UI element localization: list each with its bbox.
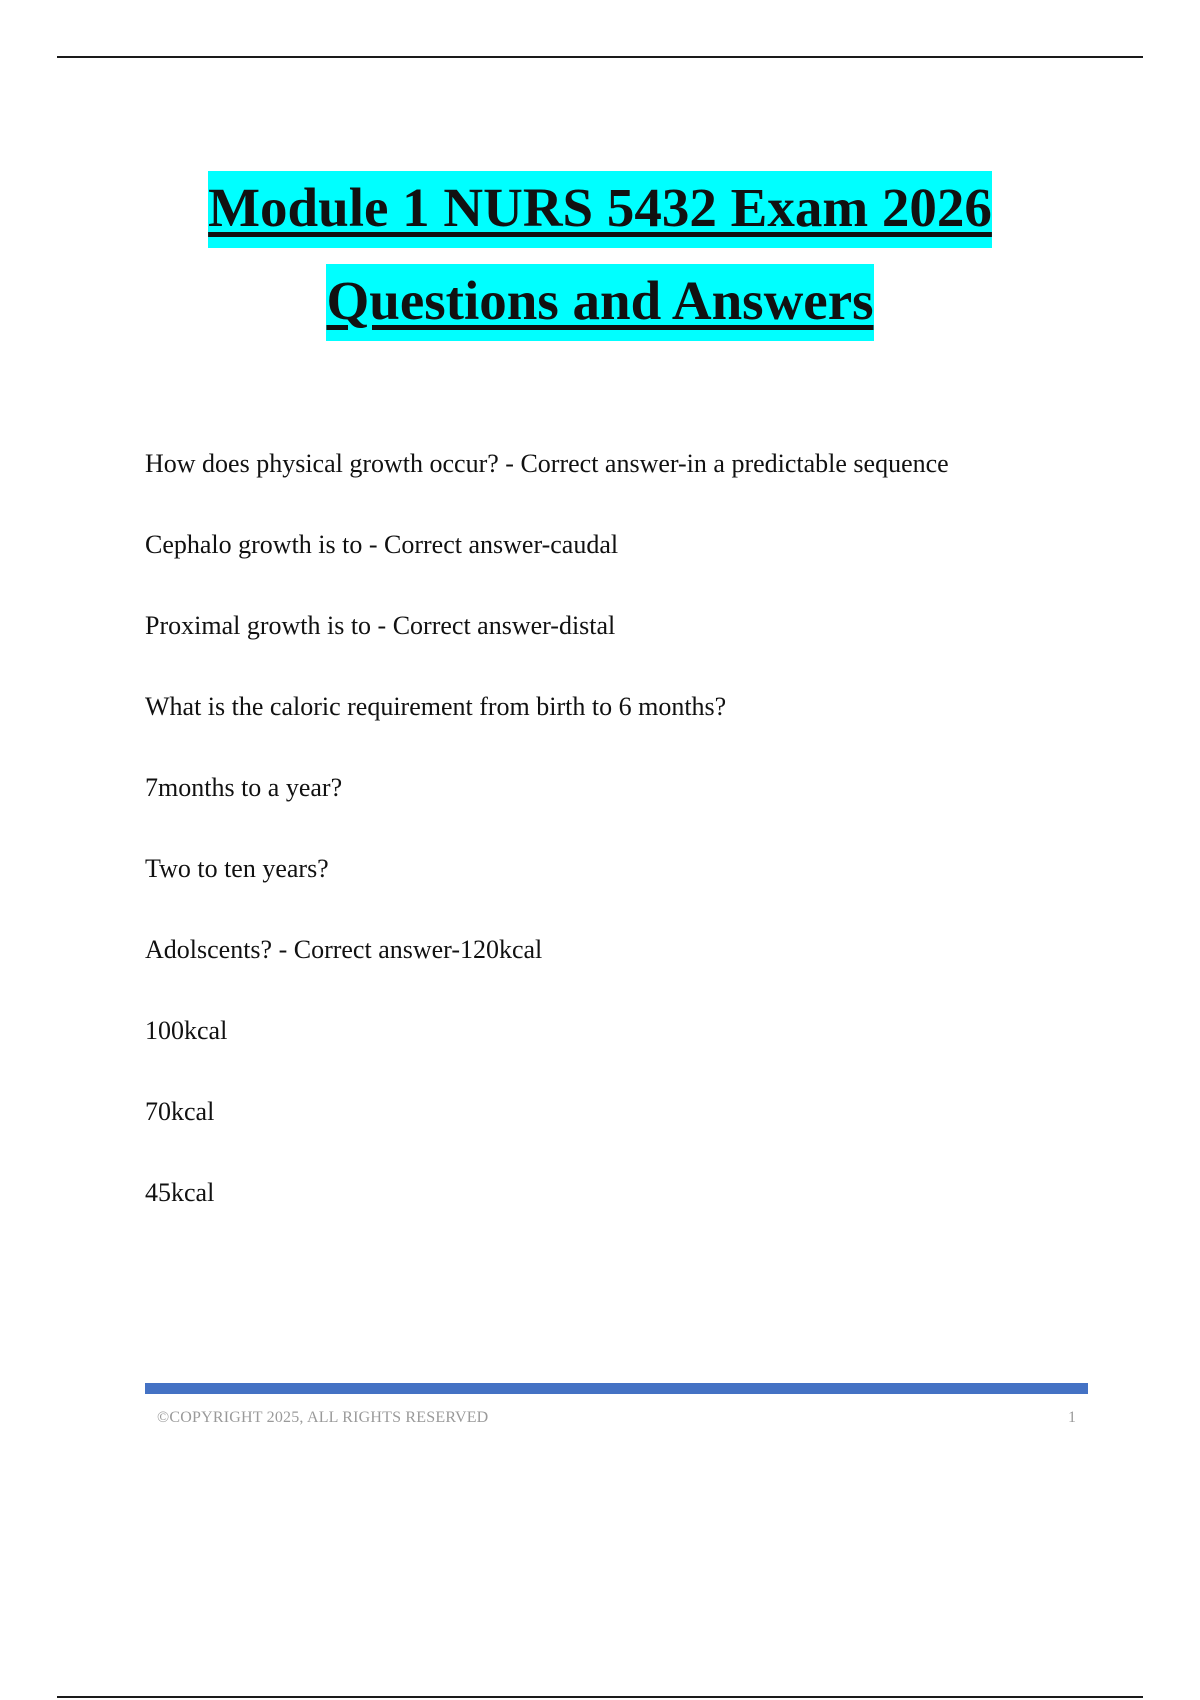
qa-item: 7months to a year?	[145, 773, 343, 802]
title-line-2	[0, 270, 1200, 331]
qa-item: What is the caloric requirement from birth to 6 months?	[145, 692, 727, 721]
footer-divider-bar	[145, 1383, 1088, 1394]
bottom-rule	[57, 1696, 1143, 1698]
qa-item: 70kcal	[145, 1097, 215, 1126]
qa-item: Two to ten years?	[145, 854, 329, 883]
qa-item: Adolscents? - Correct answer-120kcal	[145, 935, 543, 964]
qa-item: 100kcal	[145, 1016, 228, 1045]
page-number: 1	[1068, 1409, 1076, 1426]
title-line-2-text: Questions and Answers	[326, 264, 873, 341]
top-rule	[57, 56, 1143, 58]
title-line-1	[0, 177, 1200, 238]
qa-item: How does physical growth occur? - Correct answer-in a predictable sequence	[145, 449, 949, 478]
qa-item: Proximal growth is to - Correct answer-distal	[145, 611, 616, 640]
qa-list	[145, 448, 1095, 1258]
qa-item: Cephalo growth is to - Correct answer-caudal	[145, 530, 619, 559]
document-title	[0, 177, 1200, 331]
title-line-1-text: Module 1 NURS 5432 Exam 2026	[208, 171, 992, 248]
footer-copyright: ©COPYRIGHT 2025, ALL RIGHTS RESERVED	[157, 1409, 489, 1426]
qa-item: 45kcal	[145, 1178, 215, 1207]
